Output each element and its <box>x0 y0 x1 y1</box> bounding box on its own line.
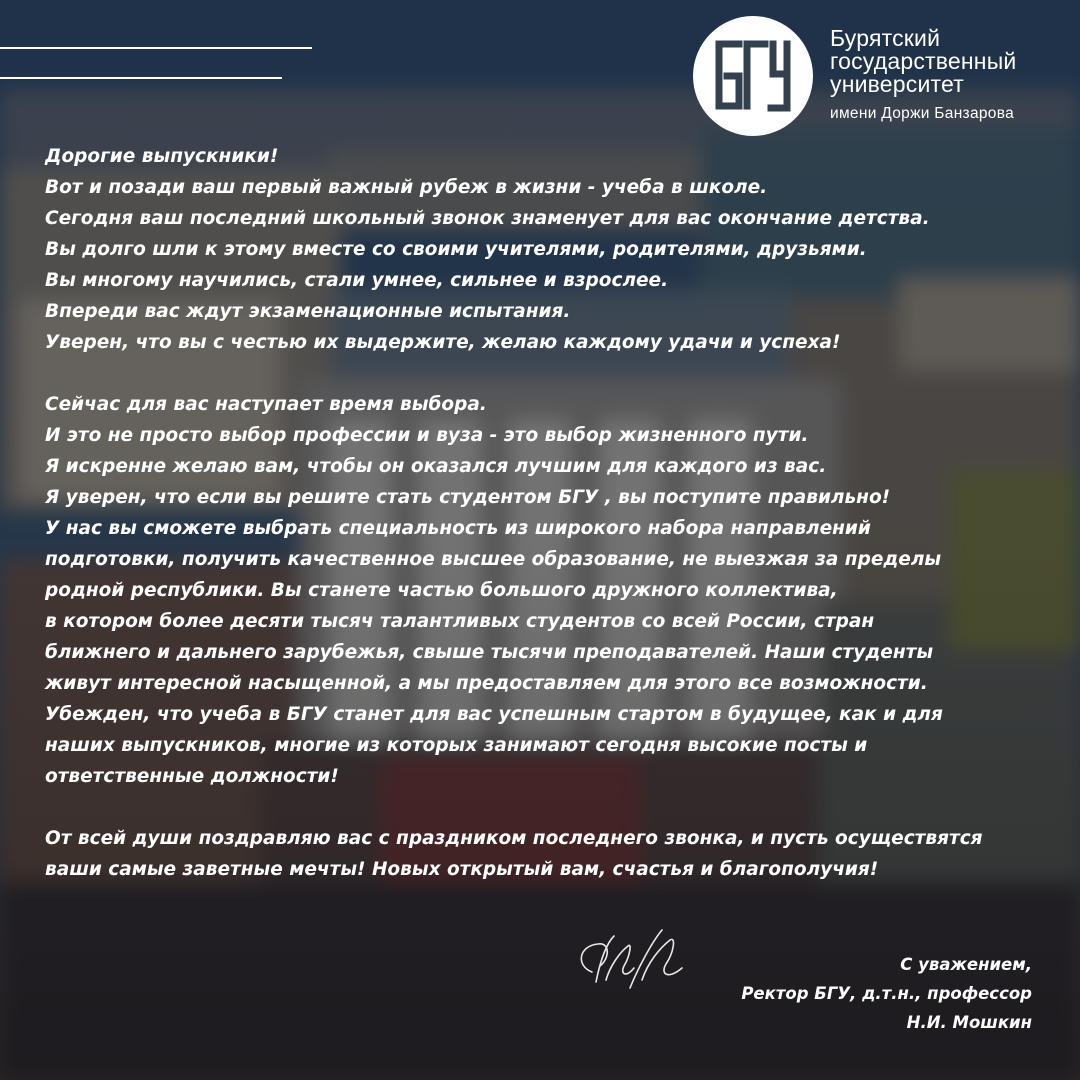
university-name-subtitle: имени Доржи Банзарова <box>830 105 1015 122</box>
letter-body <box>45 141 1055 885</box>
closing-name: Н.И. Мошкин <box>906 1013 1032 1032</box>
letter-line: Я уверен, что если вы решите стать студентом БГУ , вы поступите правильно! <box>45 487 891 508</box>
letter-line: Впереди вас ждут экзаменационные испытания. <box>45 301 571 322</box>
letter-line: подготовки, получить качественное высшее образование, не выезжая за пределы <box>45 549 942 570</box>
paragraph-spacer <box>45 358 1055 389</box>
closing-title: Ректор БГУ, д.т.н., профессор <box>741 984 1032 1003</box>
letter-line: родной республики. Вы станете частью большого дружного коллектива, <box>45 580 838 601</box>
letter-line: Дорогие выпускники! <box>45 146 279 167</box>
university-name <box>830 27 1016 123</box>
letter-line: Вы долго шли к этому вместе со своими учителями, родителями, друзьями. <box>45 239 867 260</box>
letter-line: наших выпускников, многие из которых занимают сегодня высокие посты и <box>45 735 868 756</box>
university-name-line-2: государственный <box>830 48 1017 74</box>
paragraph-congratulations <box>45 823 1055 885</box>
university-logo <box>693 16 813 136</box>
paragraph-spacer <box>45 792 1055 823</box>
letter-line: Убежден, что учеба в БГУ станет для вас успешным стартом в будущее, как и для <box>45 704 943 725</box>
letter-line: Вот и позади ваш первый важный рубеж в жизни - учеба в школе. <box>45 177 768 198</box>
letter-line: Вы многому научились, стали умнее, сильнее и взрослее. <box>45 270 669 291</box>
letter-line: И это не просто выбор профессии и вуза - это выбор жизненного пути. <box>45 425 809 446</box>
paragraph-choice <box>45 389 1055 792</box>
letter-line: ближнего и дальнего зарубежья, свыше тысячи преподавателей. Наши студенты <box>45 642 934 663</box>
letter-line: У нас вы сможете выбрать специальность из широкого набора направлений <box>45 518 871 539</box>
letter-line: в котором более десяти тысяч талантливых студентов со всей России, стран <box>45 611 875 632</box>
handwritten-signature-icon <box>570 922 700 1002</box>
letter-line: ответственные должности! <box>45 766 339 787</box>
paragraph-greeting <box>45 141 1055 358</box>
letter-line: Я искренне желаю вам, чтобы он оказался лучшим для каждого из вас. <box>45 456 827 477</box>
university-name-line-1: Бурятский <box>830 25 941 51</box>
letter-line: Сегодня ваш последний школьный звонок знаменует для вас окончание детства. <box>45 208 930 229</box>
university-name-line-3: университет <box>830 71 964 97</box>
closing-signature-block <box>741 950 1032 1037</box>
decorative-rule-top <box>0 47 312 49</box>
letter-line: живут интересной насыщенной, а мы предоставляем для этого все возможности. <box>45 673 928 694</box>
letter-line: От всей души поздравляю вас с праздником последнего звонка, и пусть осуществятся <box>45 828 983 849</box>
bgu-monogram-icon <box>693 16 813 136</box>
closing-regards: С уважением, <box>900 955 1032 974</box>
letter-line: Сейчас для вас наступает время выбора. <box>45 394 487 415</box>
decorative-rule-bottom <box>0 77 282 79</box>
letter-line: Уверен, что вы с честью их выдержите, желаю каждому удачи и успеха! <box>45 332 841 353</box>
letter-line: ваши самые заветные мечты! Новых открытый вам, счастья и благополучия! <box>45 859 879 880</box>
